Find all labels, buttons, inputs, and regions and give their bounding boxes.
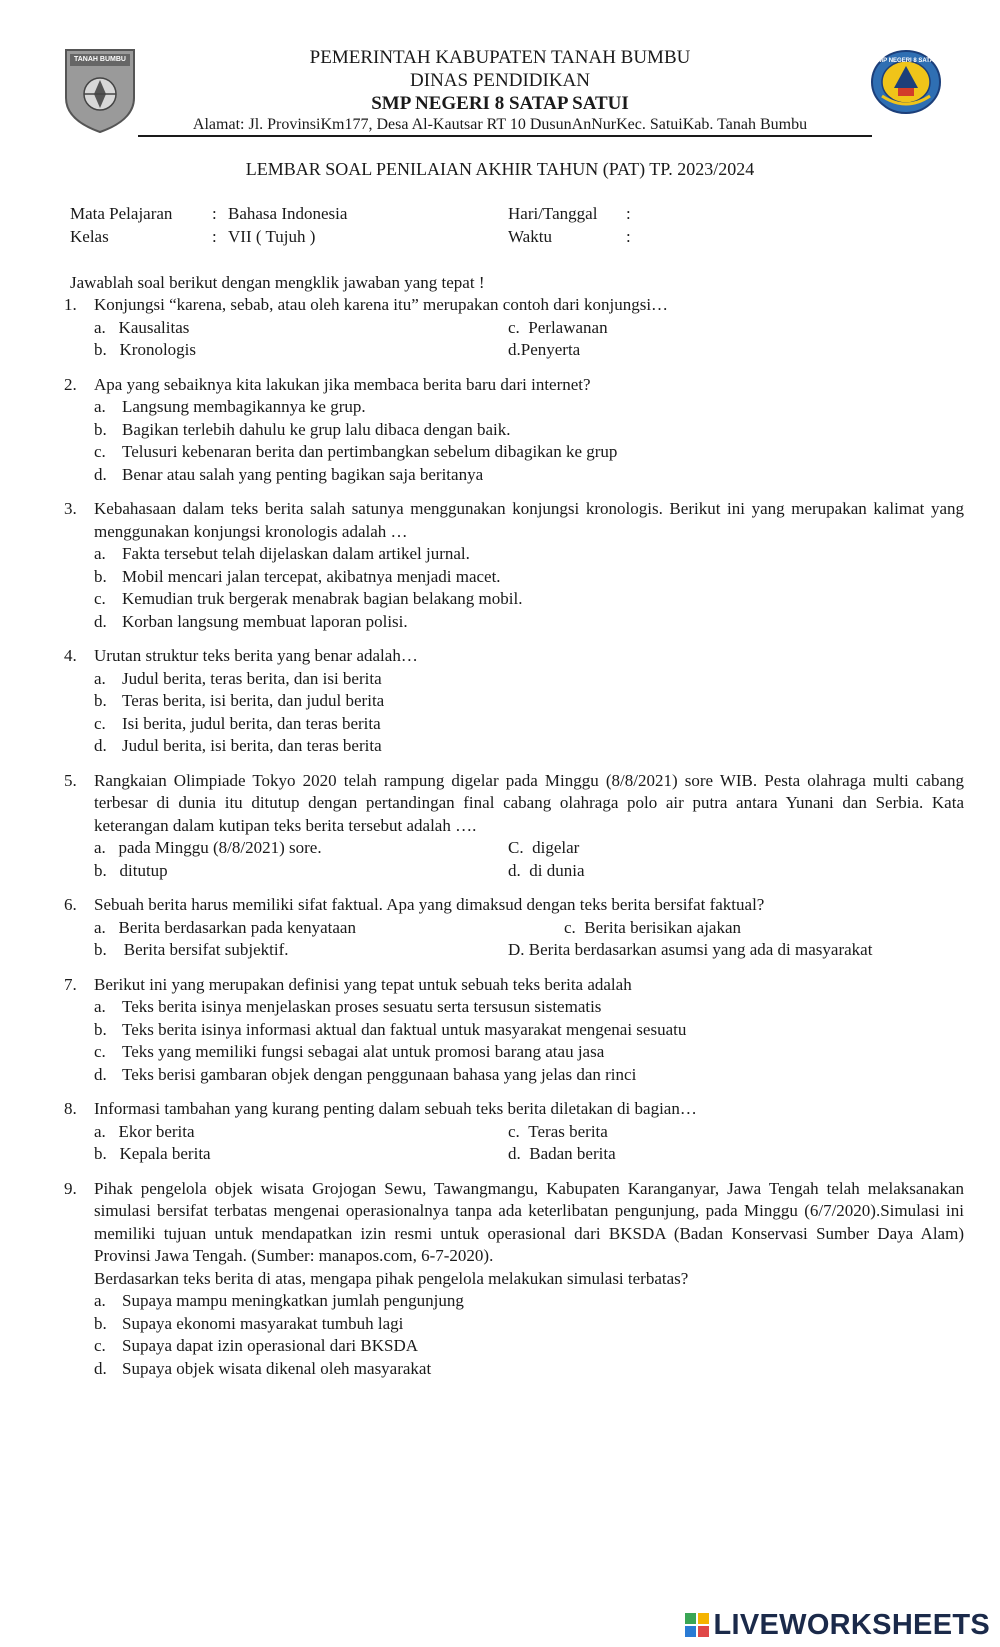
question-stem: Rangkaian Olimpiade Tokyo 2020 telah rampung digelar pada Minggu (8/8/2021) sore WIB. Pesta olahraga multi cabang terbesar di dunia itu ditutup dengan pertandingan final cabang olahraga polo air putra antara Yunani dan Serbia. Kata keterangan dalam kutipan teks berita tersebut adalah …. (94, 770, 964, 835)
option-a[interactable] (94, 668, 964, 691)
option-b[interactable] (94, 860, 168, 883)
option-letter: c. (94, 1042, 106, 1061)
option-a[interactable] (94, 396, 964, 419)
question-stem: Urutan struktur teks berita yang benar adalah… (94, 646, 418, 665)
option-b[interactable] (94, 419, 964, 442)
option-list (94, 396, 964, 486)
option-d[interactable] (94, 1064, 964, 1087)
option-a[interactable] (94, 317, 189, 340)
option-text: Langsung membagikannya ke grup. (122, 397, 366, 416)
option-text: Berita berdasarkan pada kenyataan (118, 917, 356, 937)
option-letter: a. (94, 397, 106, 416)
option-letter: b. (94, 1144, 107, 1163)
option-letter: c. (508, 1121, 520, 1141)
option-letter: c. (94, 589, 106, 608)
question-1 (64, 294, 964, 362)
question-5 (64, 770, 964, 883)
option-list (94, 1290, 964, 1380)
option-d[interactable] (508, 939, 872, 962)
school-logo-text: SMP NEGERI 8 SATAP (874, 58, 938, 64)
option-letter: c. (94, 713, 106, 733)
option-letter: b. (94, 1019, 107, 1039)
letterhead-government: PEMERINTAH KABUPATEN TANAH BUMBU (309, 47, 691, 68)
option-letter: c. (508, 317, 520, 337)
option-c[interactable] (508, 317, 608, 340)
option-letter: b. (94, 940, 107, 959)
subject-label: Mata Pelajaran (70, 204, 173, 223)
option-a[interactable] (94, 1290, 964, 1313)
option-d[interactable] (94, 1358, 964, 1381)
option-text: Teks yang memiliki fungsi sebagai alat untuk promosi barang atau jasa (122, 1042, 605, 1061)
question-4 (64, 645, 964, 758)
option-text: Teks berita isinya informasi aktual dan faktual untuk masyarakat mengenai sesuatu (122, 1019, 687, 1039)
question-stem: Konjungsi “karena, sebab, atau oleh karena itu” merupakan contoh dari konjungsi… (94, 295, 669, 314)
option-text: Mobil mencari jalan tercepat, akibatnya menjadi macet. (122, 566, 501, 586)
identity-block (70, 203, 950, 249)
option-list (94, 668, 964, 758)
option-c[interactable] (564, 917, 741, 940)
option-letter: a. (94, 1291, 106, 1310)
option-text: Supaya objek wisata dikenal oleh masyarakat (122, 1358, 432, 1378)
option-a[interactable] (94, 996, 964, 1019)
option-a[interactable] (94, 1121, 195, 1144)
question-stem: Informasi tambahan yang kurang penting dalam sebuah teks berita diletakan di bagian… (94, 1099, 697, 1118)
option-letter: d. (508, 860, 521, 880)
class-label: Kelas (70, 227, 109, 246)
question-number: 8. (64, 1099, 77, 1118)
option-c[interactable] (508, 1121, 608, 1144)
letterhead-department: DINAS PENDIDIKAN (410, 70, 590, 91)
option-letter: d. (94, 1064, 107, 1084)
option-letter: c. (94, 1336, 106, 1355)
question-number: 2. (64, 374, 77, 394)
option-letter: a. (94, 1121, 106, 1141)
option-text: pada Minggu (8/8/2021) sore. (118, 838, 322, 857)
option-text: Telusuri kebenaran berita dan pertimbangkan sebelum dibagikan ke grup (122, 442, 618, 461)
option-text: Supaya dapat izin operasional dari BKSDA (122, 1336, 419, 1355)
option-b[interactable] (94, 1313, 964, 1336)
option-letter: a. (94, 997, 106, 1016)
option-text: Fakta tersebut telah dijelaskan dalam artikel jurnal. (122, 544, 470, 563)
day-label: Hari/Tanggal (508, 204, 598, 223)
option-letter: a. (94, 544, 106, 563)
option-text: Supaya ekonomi masyarakat tumbuh lagi (122, 1313, 404, 1333)
option-c[interactable] (94, 713, 964, 736)
question-6 (64, 894, 964, 962)
option-b[interactable] (94, 690, 964, 713)
question-number: 6. (64, 895, 77, 914)
option-c[interactable] (508, 837, 579, 860)
option-grid (94, 837, 964, 882)
option-grid (94, 317, 964, 362)
liveworksheets-brand: LIVEWORKSHEETS (713, 1608, 990, 1641)
option-letter: c. (94, 442, 106, 461)
option-text: Kemudian truk bergerak menabrak bagian belakang mobil. (122, 589, 523, 608)
option-c[interactable] (94, 1335, 964, 1358)
question-number: 1. (64, 295, 77, 314)
option-text: Teras berita (528, 1121, 608, 1141)
option-d[interactable] (508, 860, 585, 883)
option-a[interactable] (94, 917, 356, 940)
identity-row-subject (70, 203, 950, 226)
question-stem: Apa yang sebaiknya kita lakukan jika membaca berita baru dari internet? (94, 374, 591, 394)
question-stem: Pihak pengelola objek wisata Grojogan Sewu, Tawangmangu, Kabupaten Karanganyar, Jawa Tengah telah melaksanakan simulasi bersifat terbatas mengenai operasionalnya tanpa ada keterlibatan pengunjung, pada Minggu (6/7/2020).Simulasi ini memiliki tujuan untuk mendapatkan izin resmi untuk operasional dari BKSDA (Badan Konservasi Sumber Daya Alam) Provinsi Jawa Tengah. (Sumber: manapos.com, 6-7-2020). (94, 1178, 964, 1265)
question-stem: Berikut ini yang merupakan definisi yang tepat untuk sebuah teks berita adalah (94, 974, 632, 994)
liveworksheets-logo (684, 1610, 991, 1640)
option-text: Teks berisi gambaran objek dengan penggunaan bahasa yang jelas dan rinci (122, 1064, 637, 1084)
option-letter: d. (94, 464, 107, 484)
class-value: VII ( Tujuh ) (228, 227, 316, 246)
option-text: ditutup (119, 860, 168, 880)
question-number: 4. (64, 646, 77, 665)
letterhead (0, 46, 1000, 135)
option-d[interactable] (508, 1143, 616, 1166)
option-list (94, 996, 964, 1086)
option-letter: b. (94, 691, 107, 710)
option-d[interactable] (508, 339, 580, 362)
question-8 (64, 1098, 964, 1166)
option-b[interactable] (94, 1143, 211, 1166)
colon: : (212, 204, 217, 223)
option-letter: d. (94, 611, 107, 631)
option-text: Kausalitas (118, 317, 190, 337)
option-text: d.Penyerta (508, 340, 581, 359)
option-text: Berita berisikan ajakan (584, 917, 742, 937)
colon: : (626, 204, 631, 223)
option-d[interactable] (94, 611, 964, 634)
option-letter: C. (508, 838, 524, 857)
question-number: 5. (64, 770, 77, 790)
page-title: LEMBAR SOAL PENILAIAN AKHIR TAHUN (PAT) TP. 2023/2024 (245, 159, 755, 179)
question-stem: Kebahasaan dalam teks berita salah satunya menggunakan konjungsi kronologis. Berikut ini yang merupakan kalimat yang menggunakan konjungsi kronologis adalah … (94, 499, 964, 541)
option-text: Korban langsung membuat laporan polisi. (122, 611, 408, 631)
option-text: Teks berita isinya menjelaskan proses sesuatu serta tersusun sistematis (122, 997, 602, 1016)
option-text: Berita berdasarkan asumsi yang ada di masyarakat (528, 940, 873, 959)
question-2 (64, 374, 964, 487)
option-letter: D. (508, 940, 525, 959)
option-letter: b. (94, 860, 107, 880)
option-grid (94, 1121, 964, 1166)
colon: : (212, 227, 217, 246)
option-a[interactable] (94, 837, 322, 860)
kabupaten-logo-text: TANAH BUMBU (74, 56, 126, 63)
time-label: Waktu (508, 227, 552, 246)
question-prompt: Berdasarkan teks berita di atas, mengapa pihak pengelola melakukan simulasi terbatas? (94, 1268, 689, 1288)
option-text: Judul berita, teras berita, dan isi berita (122, 668, 382, 688)
instruction-text: Jawablah soal berikut dengan mengklik jawaban yang tepat ! (70, 273, 485, 292)
identity-row-class (70, 226, 950, 249)
question-list (64, 294, 964, 1392)
question-number: 9. (64, 1178, 77, 1198)
question-3 (64, 498, 964, 633)
option-a[interactable] (94, 543, 964, 566)
option-letter: a. (94, 838, 106, 857)
question-9 (64, 1178, 964, 1381)
option-list (94, 543, 964, 633)
option-text: Perlawanan (528, 317, 608, 337)
colon: : (626, 227, 631, 246)
option-text: Teras berita, isi berita, dan judul berita (122, 691, 385, 710)
option-b[interactable] (94, 566, 964, 589)
option-letter: a. (94, 668, 106, 688)
question-number: 7. (64, 974, 77, 994)
option-b[interactable] (94, 339, 196, 362)
option-letter: d. (94, 1358, 107, 1378)
letterhead-school: SMP NEGERI 8 SATAP SATUI (371, 93, 629, 114)
option-text: Benar atau salah yang penting bagikan saja beritanya (122, 464, 484, 484)
option-c[interactable] (94, 1041, 964, 1064)
option-letter: a. (94, 917, 106, 937)
option-text: Kepala berita (119, 1144, 211, 1163)
option-letter: d. (94, 736, 107, 755)
option-text: Supaya mampu meningkatkan jumlah pengunjung (122, 1291, 464, 1310)
option-letter: b. (94, 419, 107, 439)
option-b[interactable] (94, 1019, 964, 1042)
option-b[interactable] (94, 939, 289, 962)
option-c[interactable] (94, 588, 964, 611)
option-letter: c. (564, 917, 576, 937)
option-text: Berita bersifat subjektif. (119, 940, 289, 959)
letterhead-divider (138, 135, 872, 137)
option-text: Kronologis (119, 340, 196, 359)
option-text: di dunia (529, 860, 585, 880)
option-d[interactable] (94, 464, 964, 487)
option-letter: b. (94, 1313, 107, 1333)
option-grid (94, 917, 964, 962)
liveworksheets-icon (684, 1612, 710, 1638)
option-text: Bagikan terlebih dahulu ke grup lalu dibaca dengan baik. (122, 419, 511, 439)
option-letter: a. (94, 317, 106, 337)
option-c[interactable] (94, 441, 964, 464)
question-7 (64, 974, 964, 1087)
question-stem: Sebuah berita harus memiliki sifat faktual. Apa yang dimaksud dengan teks berita bersifat faktual? (94, 895, 765, 914)
option-d[interactable] (94, 735, 964, 758)
option-text: Judul berita, isi berita, dan teras berita (122, 736, 382, 755)
question-number: 3. (64, 499, 77, 518)
letterhead-address: Alamat: Jl. ProvinsiKm177, Desa Al-Kautsar RT 10 DusunAnNurKec. SatuiKab. Tanah Bumbu (192, 116, 808, 133)
subject-value: Bahasa Indonesia (228, 204, 348, 223)
option-letter: b. (94, 340, 107, 359)
option-letter: d. (508, 1144, 521, 1163)
option-text: digelar (532, 838, 580, 857)
option-text: Isi berita, judul berita, dan teras berita (122, 713, 381, 733)
option-letter: b. (94, 566, 107, 586)
option-text: Badan berita (529, 1144, 616, 1163)
option-text: Ekor berita (118, 1121, 195, 1141)
